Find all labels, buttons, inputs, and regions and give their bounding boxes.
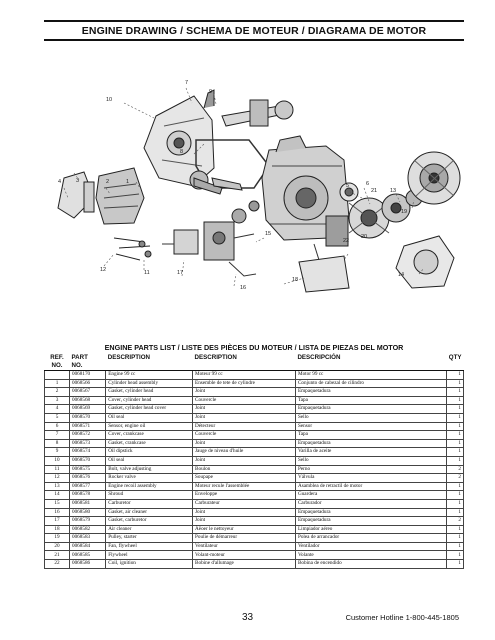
part-number-cell: 0068585 bbox=[69, 551, 105, 560]
qty-cell: 1 bbox=[447, 482, 464, 491]
ref-cell: 14 bbox=[45, 491, 70, 500]
description-fr-cell: Moteur 99 cc bbox=[193, 371, 296, 380]
table-row bbox=[45, 379, 464, 388]
part-number-cell: 0068567 bbox=[69, 388, 105, 397]
ref-cell bbox=[45, 371, 70, 380]
qty-cell: 1 bbox=[447, 413, 464, 422]
description-fr-cell: Jauge de niveau d'huile bbox=[193, 448, 296, 457]
qty-cell: 1 bbox=[447, 508, 464, 517]
description-es-cell: Empaquetadura bbox=[295, 388, 446, 397]
callout-label: 1 bbox=[126, 179, 130, 185]
qty-cell: 1 bbox=[447, 560, 464, 569]
qty-cell: 1 bbox=[447, 396, 464, 405]
qty-cell: 1 bbox=[447, 379, 464, 388]
ref-cell: 4 bbox=[45, 405, 70, 414]
description-en-cell: Oil seal bbox=[106, 413, 193, 422]
table-row bbox=[45, 551, 464, 560]
callout-label: 5 bbox=[346, 183, 350, 189]
description-es-cell: Válvula bbox=[295, 474, 446, 483]
description-fr-cell: Ensemble de tete de cylindre bbox=[193, 379, 296, 388]
description-en-cell: Coil, ignition bbox=[106, 560, 193, 569]
ref-cell: 21 bbox=[45, 551, 70, 560]
parts-table bbox=[44, 354, 464, 569]
callout-label: 20 bbox=[361, 234, 368, 240]
part-number-cell: 0068570 bbox=[69, 456, 105, 465]
callout-label: 11 bbox=[144, 270, 150, 276]
description-en-cell: Gasket, air cleaner bbox=[106, 508, 193, 517]
description-es-cell: Asamblea de retractil de motor bbox=[295, 482, 446, 491]
description-fr-cell: Joint bbox=[193, 413, 296, 422]
description-fr-cell: Volant-moteur bbox=[193, 551, 296, 560]
qty-cell: 1 bbox=[447, 405, 464, 414]
ref-cell: 3 bbox=[45, 396, 70, 405]
description-en-cell: Cylinder head assembly bbox=[106, 379, 193, 388]
description-es-cell: Sello bbox=[295, 413, 446, 422]
ref-cell: 17 bbox=[45, 517, 70, 526]
ref-cell: 1 bbox=[45, 379, 70, 388]
part-number-cell: 0068576 bbox=[69, 474, 105, 483]
ref-header: REF. bbox=[50, 354, 64, 361]
part-number-cell: 0068568 bbox=[69, 396, 105, 405]
callout-label: 8 bbox=[180, 149, 184, 155]
air-cleaner-part bbox=[299, 256, 349, 292]
description-en-cell: Engine recoil assembly bbox=[106, 482, 193, 491]
table-header-row bbox=[45, 354, 464, 362]
ref-cell: 11 bbox=[45, 465, 70, 474]
part-number-cell: 0068566 bbox=[69, 379, 105, 388]
description-en-header: DESCRIPTION bbox=[107, 354, 151, 361]
part-number-cell: 0068579 bbox=[69, 517, 105, 526]
qty-cell: 1 bbox=[447, 422, 464, 431]
part-number-cell: 0068573 bbox=[69, 439, 105, 448]
table-row bbox=[45, 439, 464, 448]
description-fr-cell: Carburateur bbox=[193, 499, 296, 508]
part-number-cell: 0068584 bbox=[69, 542, 105, 551]
part-number-cell: 0068581 bbox=[69, 499, 105, 508]
part-number-cell: 0068578 bbox=[69, 491, 105, 500]
table-header-row bbox=[45, 362, 464, 371]
table-row bbox=[45, 517, 464, 526]
description-fr-cell: Détecteur bbox=[193, 422, 296, 431]
description-es-cell: Guardera bbox=[295, 491, 446, 500]
description-fr-header: DESCRIPTION bbox=[194, 354, 237, 361]
table-row bbox=[45, 560, 464, 569]
description-en-cell: Bolt, valve adjusting bbox=[106, 465, 193, 474]
callout-label: 19 bbox=[401, 209, 408, 215]
ref-cell: 8 bbox=[45, 439, 70, 448]
qty-cell: 1 bbox=[447, 525, 464, 534]
description-fr-cell: Soupape bbox=[193, 474, 296, 483]
description-es-cell: Empaquetadura bbox=[295, 405, 446, 414]
part-number-cell: 0068580 bbox=[69, 508, 105, 517]
description-en-cell: Fan, flywheel bbox=[106, 542, 193, 551]
description-es-cell: Conjunto de cabezal de cilindro bbox=[295, 379, 446, 388]
part-header: NO. bbox=[69, 362, 105, 371]
description-es-cell: Empaquetadura bbox=[295, 439, 446, 448]
description-es-cell: Polea de arrancador bbox=[295, 534, 446, 543]
qty-cell: 1 bbox=[447, 388, 464, 397]
ref-cell: 10 bbox=[45, 456, 70, 465]
description-en-cell: Engine 99 cc bbox=[106, 371, 193, 380]
qty-cell: 1 bbox=[447, 439, 464, 448]
table-row bbox=[45, 465, 464, 474]
callout-label: 21 bbox=[371, 188, 378, 194]
table-row bbox=[45, 525, 464, 534]
callout-label: 13 bbox=[390, 188, 397, 194]
description-en-cell: Oil seal bbox=[106, 456, 193, 465]
qty-cell: 1 bbox=[447, 499, 464, 508]
description-fr-cell: Joint bbox=[193, 439, 296, 448]
table-row bbox=[45, 371, 464, 380]
callout-label: 15 bbox=[265, 231, 272, 237]
ref-cell: 7 bbox=[45, 431, 70, 440]
ref-cell: 5 bbox=[45, 413, 70, 422]
table-row bbox=[45, 422, 464, 431]
description-en-cell: Shroud bbox=[106, 491, 193, 500]
description-fr-cell: Joint bbox=[193, 456, 296, 465]
description-en-cell: Carburetor bbox=[106, 499, 193, 508]
ref-header: NO. bbox=[45, 362, 70, 371]
page-title: ENGINE DRAWING / SCHEMA DE MOTEUR / DIAGRAMA DE MOTOR bbox=[81, 24, 427, 37]
engine-exploded-diagram bbox=[44, 48, 464, 340]
part-number-cell: 0068575 bbox=[69, 465, 105, 474]
description-fr-cell: Couvercle bbox=[193, 431, 296, 440]
table-row bbox=[45, 456, 464, 465]
table-row bbox=[45, 491, 464, 500]
description-es-cell: Empaquetadura bbox=[295, 508, 446, 517]
callout-label: 9 bbox=[209, 89, 213, 95]
description-es-cell: Carburador bbox=[295, 499, 446, 508]
callout-label: 22 bbox=[343, 238, 350, 244]
description-es-cell: Volante bbox=[295, 551, 446, 560]
qty-cell: 1 bbox=[447, 456, 464, 465]
callout-label: 4 bbox=[58, 179, 62, 185]
description-fr-cell: Ventilateur bbox=[193, 542, 296, 551]
callout-label: 10 bbox=[106, 97, 113, 103]
description-en-cell: Gasket, cylinder head bbox=[106, 388, 193, 397]
description-fr-cell: Joint bbox=[193, 517, 296, 526]
table-row bbox=[45, 482, 464, 491]
part-number-cell: 0068582 bbox=[69, 525, 105, 534]
part-number-cell: 0068586 bbox=[69, 560, 105, 569]
description-en-cell: Sensor, engine oil bbox=[106, 422, 193, 431]
callout-label: 3 bbox=[76, 178, 80, 184]
description-fr-cell: Moteur recule l'assemblée bbox=[193, 482, 296, 491]
table-row bbox=[45, 413, 464, 422]
callout-label: 14 bbox=[398, 272, 405, 278]
parts-list-title: ENGINE PARTS LIST / LISTE DES PIÈCES DU MOTEUR / LISTA DE PIEZAS DEL MOTOR bbox=[104, 343, 404, 352]
description-fr-cell: Joint bbox=[193, 388, 296, 397]
table-row bbox=[45, 542, 464, 551]
qty-cell: 2 bbox=[447, 465, 464, 474]
qty-cell: 1 bbox=[447, 371, 464, 380]
ref-cell: 16 bbox=[45, 508, 70, 517]
description-fr-cell: Àêoer le nettoyeur bbox=[193, 525, 296, 534]
description-en-cell: Rocker valve bbox=[106, 474, 193, 483]
table-row bbox=[45, 448, 464, 457]
qty-header: QTY bbox=[448, 354, 462, 361]
qty-cell: 2 bbox=[447, 474, 464, 483]
description-es-cell: Tapa bbox=[295, 396, 446, 405]
callout-label: 2 bbox=[106, 179, 110, 185]
ref-cell: 12 bbox=[45, 474, 70, 483]
description-en-cell: Cover, cylinder head bbox=[106, 396, 193, 405]
table-row bbox=[45, 499, 464, 508]
description-en-cell: Oil dipstick bbox=[106, 448, 193, 457]
ref-cell: 13 bbox=[45, 482, 70, 491]
part-number-cell: 0068583 bbox=[69, 534, 105, 543]
description-fr-cell: Joint bbox=[193, 508, 296, 517]
description-es-cell: Empaquetadura bbox=[295, 517, 446, 526]
callout-label: 18 bbox=[292, 277, 299, 283]
description-en-cell: Flywheel bbox=[106, 551, 193, 560]
page-number: 33 bbox=[241, 612, 254, 623]
ref-cell: 2 bbox=[45, 388, 70, 397]
ref-cell: 18 bbox=[45, 525, 70, 534]
page-header bbox=[44, 20, 464, 41]
part-number-cell: 0068571 bbox=[69, 422, 105, 431]
engine-drawing bbox=[44, 48, 464, 340]
part-number-cell: 0068570 bbox=[69, 413, 105, 422]
description-es-cell: Tapa bbox=[295, 431, 446, 440]
description-fr-cell: Boulon bbox=[193, 465, 296, 474]
description-fr-cell: Couvercle bbox=[193, 396, 296, 405]
ref-cell: 22 bbox=[45, 560, 70, 569]
ref-cell: 9 bbox=[45, 448, 70, 457]
callout-label: 6 bbox=[366, 181, 370, 187]
description-es-cell: Sensor bbox=[295, 422, 446, 431]
ref-cell: 15 bbox=[45, 499, 70, 508]
qty-cell: 1 bbox=[447, 431, 464, 440]
customer-hotline: Customer Hotline 1-800-445-1805 bbox=[345, 613, 459, 622]
qty-cell: 1 bbox=[447, 551, 464, 560]
callout-label: 12 bbox=[100, 267, 107, 273]
qty-cell: 1 bbox=[447, 542, 464, 551]
callout-label: 17 bbox=[177, 270, 184, 276]
description-es-cell: Ventilador bbox=[295, 542, 446, 551]
description-fr-cell: Joint bbox=[193, 405, 296, 414]
description-en-cell: Air cleaner bbox=[106, 525, 193, 534]
qty-cell: 2 bbox=[447, 517, 464, 526]
table-row bbox=[45, 474, 464, 483]
parts-table-body bbox=[45, 371, 464, 569]
description-fr-cell: Enveloppe bbox=[193, 491, 296, 500]
ref-cell: 20 bbox=[45, 542, 70, 551]
qty-cell: 1 bbox=[447, 491, 464, 500]
part-number-cell: 0068569 bbox=[69, 405, 105, 414]
ref-cell: 19 bbox=[45, 534, 70, 543]
description-en-cell: Pulley, starter bbox=[106, 534, 193, 543]
ref-cell: 6 bbox=[45, 422, 70, 431]
description-es-cell: Sello bbox=[295, 456, 446, 465]
table-row bbox=[45, 405, 464, 414]
description-fr-cell: Bobine d'allumage bbox=[193, 560, 296, 569]
part-number-cell: 0068572 bbox=[69, 431, 105, 440]
callout-label: 7 bbox=[185, 80, 189, 86]
qty-cell: 1 bbox=[447, 448, 464, 457]
description-en-cell: Gasket, carburetor bbox=[106, 517, 193, 526]
table-row bbox=[45, 431, 464, 440]
part-number-cell: 0068577 bbox=[69, 482, 105, 491]
part-number-cell: 0068170 bbox=[69, 371, 105, 380]
description-es-header: DESCRIPCIÓN bbox=[297, 354, 341, 361]
part-header: PART bbox=[71, 354, 88, 361]
callout-label: 16 bbox=[240, 285, 247, 291]
description-es-cell: Perno bbox=[295, 465, 446, 474]
description-en-cell: Cover, crankcase bbox=[106, 431, 193, 440]
table-row bbox=[45, 508, 464, 517]
part-number-cell: 0068574 bbox=[69, 448, 105, 457]
qty-cell: 1 bbox=[447, 534, 464, 543]
description-es-cell: Varilla de aceite bbox=[295, 448, 446, 457]
description-en-cell: Gasket, crankcase bbox=[106, 439, 193, 448]
description-es-cell: Motor 99 cc bbox=[295, 371, 446, 380]
description-en-cell: Gasket, cylinder head cover bbox=[106, 405, 193, 414]
table-row bbox=[45, 534, 464, 543]
description-es-cell: Bobina de encendido bbox=[295, 560, 446, 569]
table-row bbox=[45, 388, 464, 397]
table-row bbox=[45, 396, 464, 405]
description-es-cell: Limpiador aéreo bbox=[295, 525, 446, 534]
description-fr-cell: Poulie de démarreur bbox=[193, 534, 296, 543]
